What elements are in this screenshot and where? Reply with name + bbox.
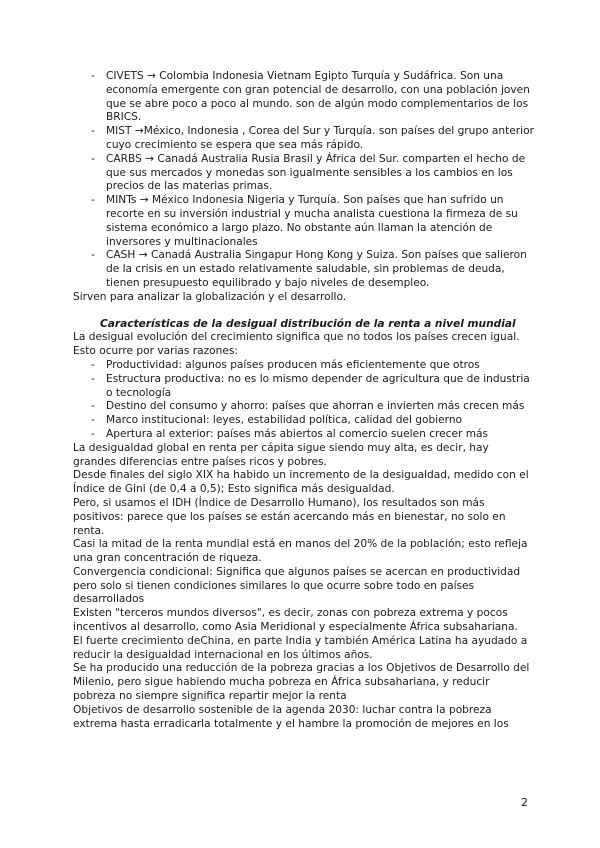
list-item: - Marco institucional: leyes, estabilidad política, calidad del gobierno bbox=[73, 414, 535, 428]
list-item: - MINTs → México Indonesia Nigeria y Turquía. Son países que han sufrido un recorte en su inversión industrial y mucha analista cuestiona la firmeza de su sistema económico a largo plazo. No obstante aún llaman la atención de inversores y multinacionales bbox=[73, 194, 535, 249]
document-body bbox=[73, 70, 535, 731]
list-item: - CARBS → Canadá Australia Rusia Brasil y África del Sur. comparten el hecho de que sus mercados y monedas son igualmente sensibles a los cambios en los precios de las materias primas. bbox=[73, 153, 535, 194]
paragraph: Se ha producido una reducción de la pobreza gracias a los Objetivos de Desarrollo del Milenio, pero sigue habiendo mucha pobreza en África subsahariana, y reducir pobreza no siempre significa repartir mejor la renta bbox=[73, 662, 530, 703]
paragraph: Casi la mitad de la renta mundial está en manos del 20% de la población; esto refleja una gran concentración de riqueza. bbox=[73, 538, 528, 565]
paragraph: Convergencia condicional: Significa que algunos países se acercan en productividad pero solo si tienen condiciones similares lo que ocurre sobre todo en países desarrollados bbox=[73, 565, 521, 606]
list-item: - Destino del consumo y ahorro: países que ahorran e invierten más crecen más bbox=[73, 400, 535, 414]
intro-paragraph: La desigual evolución del crecimiento significa que no todos los países crecen igual. Esto ocurre por varias razones: bbox=[73, 331, 520, 358]
list-item: - CASH → Canadá Australia Singapur Hong Kong y Suiza. Son países que salieron de la crisis en un estado relativamente saludable, sin problemas de deuda, tienen presupuesto equilibrado y bajo niveles de desempleo. bbox=[73, 249, 535, 290]
list-item: - CIVETS → Colombia Indonesia Vietnam Egipto Turquía y Sudáfrica. Son una economía emergente con gran potencial de desarrollo, con una población joven que se abre poco a poco al mundo. son de algún modo complementarios de los BRICS. bbox=[73, 70, 535, 125]
economies-list bbox=[73, 70, 535, 291]
paragraph: Desde finales del siglo XIX ha habido un incremento de la desigualdad, medido con el Índice de Gini (de 0,4 a 0,5); Esto significa más desigualdad. bbox=[73, 469, 529, 496]
section-heading: Características de la desigual distribución de la renta a nivel mundial bbox=[100, 317, 516, 330]
list-item: - Productividad: algunos países producen más eficientemente que otros bbox=[73, 359, 535, 373]
page-number: 2 bbox=[521, 796, 528, 809]
paragraph: El fuerte crecimiento deChina, en parte India y también América Latina ha ayudado a reducir la desigualdad internacional en los últimos años. bbox=[73, 634, 528, 661]
reasons-list bbox=[73, 359, 535, 442]
list-item: - Estructura productiva: no es lo mismo depender de agricultura que de industria o tecnología bbox=[73, 373, 535, 401]
list-item: - MIST →México, Indonesia , Corea del Sur y Turquía. son países del grupo anterior cuyo crecimiento se espera que sea más rápido. bbox=[73, 125, 535, 153]
list-item: - Apertura al exterior: países más abiertos al comercio suelen crecer más bbox=[73, 428, 535, 442]
paragraph: Existen "terceros mundos diversos", es decir, zonas con pobreza extrema y pocos incentivos al desarrollo, como Asia Meridional y especialmente África subsahariana. bbox=[73, 607, 518, 634]
paragraph: Objetivos de desarrollo sostenible de la agenda 2030: luchar contra la pobreza extrema hasta erradicarla totalmente y el hambre la promoción de mejores en los bbox=[73, 703, 509, 730]
paragraph: Pero, si usamos el IDH (Índice de Desarrollo Humano), los resultados son más positivos: parece que los países se están acercando más en bienestar, no solo en renta. bbox=[73, 496, 506, 537]
paragraph: La desigualdad global en renta per cápita sigue siendo muy alta, es decir, hay grandes diferencias entre países ricos y pobres. bbox=[73, 441, 489, 468]
closing-paragraph: Sirven para analizar la globalización y el desarrollo. bbox=[73, 290, 347, 303]
